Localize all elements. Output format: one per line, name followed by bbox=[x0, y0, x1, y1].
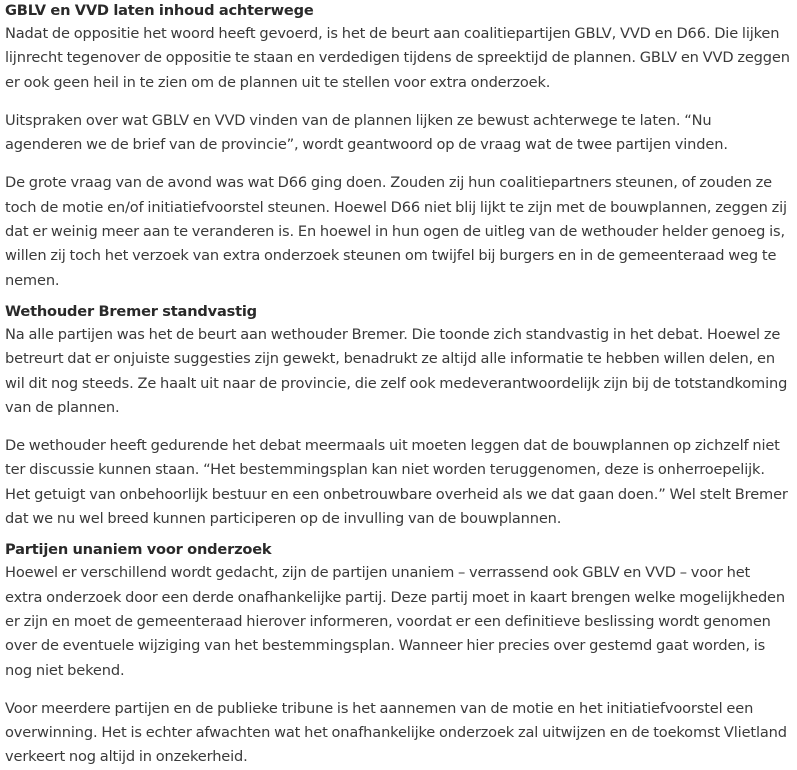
paragraph: Hoewel er verschillend wordt gedacht, zijn de partijen unaniem – verrassend ook GBLV en VVD – voor het extra onderzoek door een derde onafhankelijke partij. Deze partij moet in kaart brengen welke mogelijkheden er zijn en moet de gemeenteraad hierover informeren, voordat er een definitieve beslissing wordt genomen over de eventuele wijziging van het bestemmingsplan. Wanneer hier precies over gestemd gaat worden, is nog niet bekend. bbox=[5, 564, 785, 679]
section-heading: Partijen unaniem voor onderzoek bbox=[5, 541, 272, 559]
section-heading: Wethouder Bremer standvastig bbox=[5, 302, 257, 320]
paragraph: De wethouder heeft gedurende het debat meermaals uit moeten leggen dat de bouwplannen op zichzelf niet ter discussie kunnen staan. “Het bestemmingsplan kan niet worden teruggenomen, deze is onherroepelijk. Het getuigt van onbehoorlijk bestuur en een onbetrouwbare overheid als we dat gaan doen.” Wel stelt Bremer dat we nu wel breed kunnen participeren op de invulling van de bouwplannen. bbox=[5, 437, 788, 528]
paragraph: De grote vraag van de avond was wat D66 ging doen. Zouden zij hun coalitiepartners steunen, of zouden ze toch de motie en/of initiatiefvoorstel steunen. Hoewel D66 niet blij lijkt te zijn met de bouwplannen, zeggen zij dat er weinig meer aan te veranderen is. En hoewel in hun ogen de uitleg van de wethouder helder genoeg is, willen zij toch het verzoek van extra onderzoek steunen om twijfel bij burgers en in de gemeenteraad weg te nemen. bbox=[5, 174, 787, 289]
paragraph: Uitspraken over wat GBLV en VVD vinden van de plannen lijken ze bewust achterwege te laten. “Nu agenderen we de brief van de provincie”, wordt geantwoord op de vraag wat de twee partijen vinden. bbox=[5, 111, 728, 154]
paragraph: Nadat de oppositie het woord heeft gevoerd, is het de beurt aan coalitiepartijen GBLV, VVD en D66. Die lijken lijnrecht tegenover de oppositie te staan en verdedigen tijdens de spreektijd de plannen. GBLV en VVD zeggen er ook geen heil in te zien om de plannen uit te stellen voor extra onderzoek. bbox=[5, 25, 790, 91]
paragraph: Na alle partijen was het de beurt aan wethouder Bremer. Die toonde zich standvastig in het debat. Hoewel ze betreurt dat er onjuiste suggesties zijn gewekt, benadrukt ze altijd alle informatie te hebben willen delen, en wil dit nog steeds. Ze haalt uit naar de provincie, die zelf ook medeverantwoordelijk zijn bij de totstandkoming van de plannen. bbox=[5, 325, 788, 416]
paragraph: Voor meerdere partijen en de publieke tribune is het aannemen van de motie en het initiatiefvoorstel een overwinning. Het is echter afwachten wat het onafhankelijke onderzoek zal uitwijzen en de toekomst Vlietland verkeert nog altijd in onzekerheid. bbox=[5, 699, 787, 766]
section-heading: GBLV en VVD laten inhoud achterwege bbox=[5, 2, 314, 19]
